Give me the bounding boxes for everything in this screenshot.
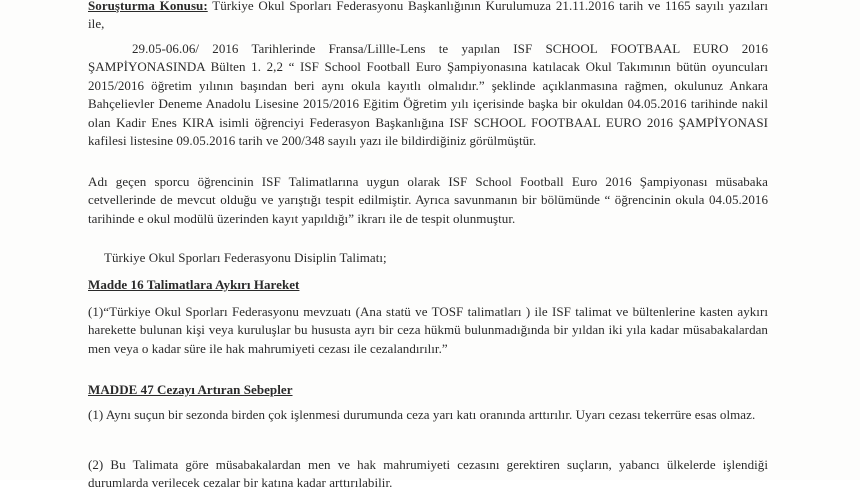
- intro-paragraph: [88, 0, 768, 34]
- article-16-text: (1)“Türkiye Okul Sporları Federasyonu mevzuatı (Ana statü ve TOSF talimatları ) ile ISF talimat ve bültenlerine kasten aykırı harekette bulunan kişi veya kuruluşlar bu hususta ayrı bir ceza hükmü bulunmadığında bir yıldan iki yıla kadar müsabakalardan men veya o kadar süre ile hak mahrumiyeti cezası ile cezalandırılır.”: [88, 304, 768, 356]
- intro-text: Türkiye Okul Sporları Federasyonu Başkanlığının Kurulumuza 21.11.2016 tarih ve 1165 sayılı yazıları ile,: [88, 0, 768, 32]
- article-16-heading: Madde 16 Talimatlara Aykırı Hareket: [88, 277, 300, 292]
- paragraph-2: Adı geçen sporcu öğrencinin ISF Talimatlarına uygun olarak ISF School Football Euro 2016 Şampiyonası müsabaka cetvellerinde de mevcut olduğu ve yarıştığı tespit edilmiştir. Ayrıca savunmanın bir bölümünde “ öğrencinin okula 04.05.2016 tarihinde e okul modülü üzerinden kayıt yapıldığı” ikrarı ile de tespit olunmuştur.: [88, 174, 768, 226]
- regulation-title: Türkiye Okul Sporları Federasyonu Disiplin Talimatı;: [104, 250, 387, 265]
- article-47-item-2: (2) Bu Talimata göre müsabakalardan men ve hak mahrumiyeti cezasını gerektiren suçların, yabancı ülkelerde işlendiği durumlarda verilecek cezalar bir katına kadar arttırılabilir.: [88, 457, 768, 491]
- intro-label: Soruşturma Konusu:: [88, 0, 208, 13]
- article-47-item-1: (1) Aynı suçun bir sezonda birden çok işlenmesi durumunda ceza yarı katı oranında arttırılır. Uyarı cezası tekerrüre esas olmaz.: [88, 407, 756, 422]
- paragraph-1: 29.05-06.06/ 2016 Tarihlerinde Fransa/Lillle-Lens te yapılan ISF SCHOOL FOOTBAAL EURO 2016 ŞAMPİYONASINDA Bülten 1. 2,2 “ ISF School Football Euro Şampiyonasına katılacak Okul Takımının bütün oyuncuları 2015/2016 öğretim yılının başından beri aynı okula kayıtlı olmalıdır.” şeklinde açıklanmasına rağmen, okulunuz Ankara Bahçelievler Deneme Anadolu Lisesine 2015/2016 Eğitim Öğretim yılı içerisinde başka bir okuldan 04.05.2016 tarihinde nakil olan Kadir Enes KIRA isimli öğrenciyi Federasyon Başkanlığına ISF SCHOOL FOOTBAAL EURO 2016 ŞAMPİYONASI kafilesi listesine 09.05.2016 tarih ve 200/348 sayılı yazı ile bildirdiğiniz görülmüştür.: [88, 41, 768, 149]
- article-47-heading: MADDE 47 Cezayı Artıran Sebepler: [88, 382, 293, 397]
